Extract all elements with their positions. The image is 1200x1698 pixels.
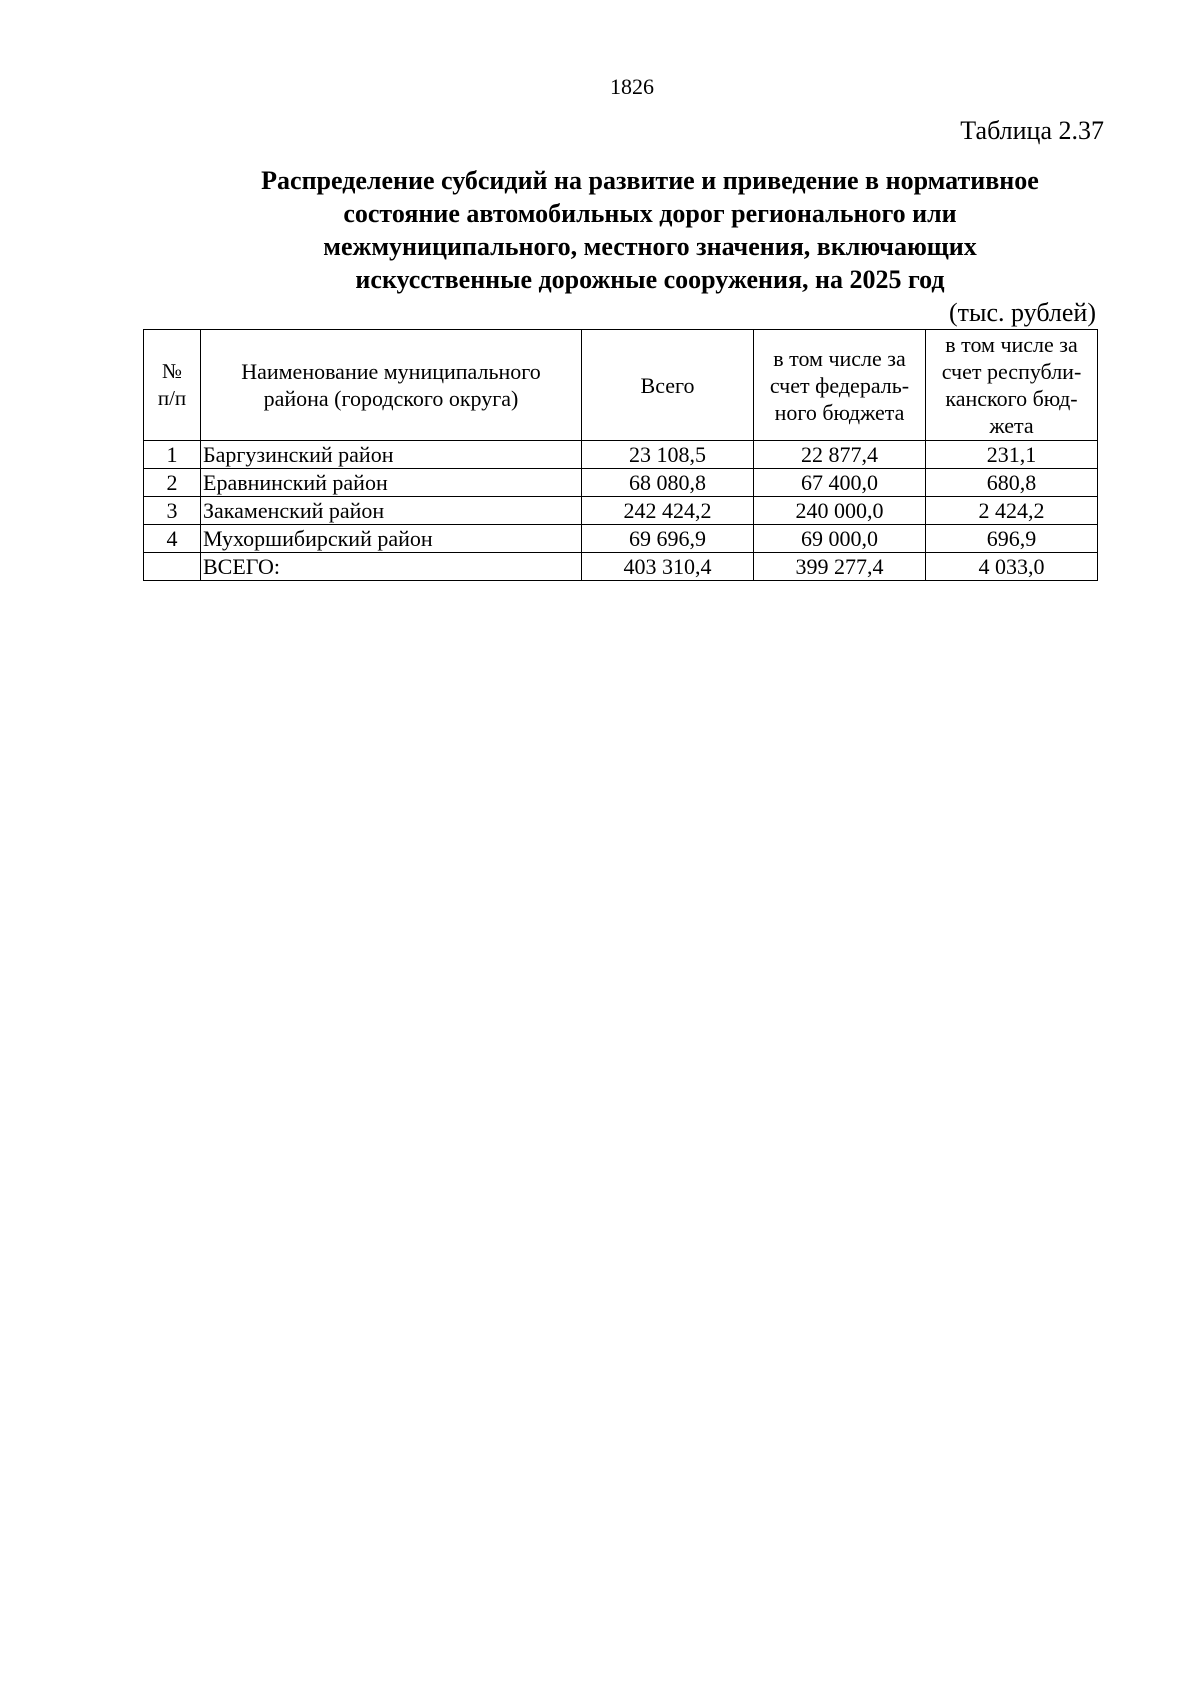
row-number: 3 (144, 497, 201, 525)
header-line: жета (989, 413, 1034, 438)
table-row (144, 525, 1098, 553)
header-total (582, 330, 754, 441)
district-name: Баргузинский район (201, 441, 582, 469)
row-number: 1 (144, 441, 201, 469)
header-line: п/п (157, 386, 187, 410)
republic-value: 231,1 (926, 441, 1098, 469)
header-republic-budget (926, 330, 1098, 441)
header-line: ного бюджета (774, 399, 905, 425)
federal-value: 240 000,0 (754, 497, 926, 525)
total-label: ВСЕГО: (201, 553, 582, 581)
title-line: искусственные дорожные сооружения, на 2025 год (355, 265, 945, 294)
table-row (144, 441, 1098, 469)
title-line: Распределение субсидий на развитие и приведение в нормативное (261, 166, 1039, 195)
row-number: 4 (144, 525, 201, 553)
total-row (144, 553, 1098, 581)
header-line: Наименование муниципального (241, 359, 541, 384)
table-label: Таблица 2.37 (960, 116, 1104, 145)
header-line: в том числе за (945, 332, 1078, 357)
total-value: 242 424,2 (582, 497, 754, 525)
header-federal-budget (754, 330, 926, 441)
header-line: района (городского округа) (263, 386, 519, 411)
republic-value: 2 424,2 (926, 497, 1098, 525)
district-name: Мухоршибирский район (201, 525, 582, 553)
total-value: 23 108,5 (582, 441, 754, 469)
header-line: Всего (640, 372, 695, 398)
table-row (144, 469, 1098, 497)
document-title (200, 164, 1100, 296)
total-value: 69 696,9 (582, 525, 754, 553)
federal-value: 69 000,0 (754, 525, 926, 553)
republic-value: 680,8 (926, 469, 1098, 497)
table-header-row (144, 330, 1098, 441)
header-line: № (161, 359, 183, 383)
header-line: в том числе за (773, 345, 906, 371)
federal-value: 22 877,4 (754, 441, 926, 469)
total-value: 68 080,8 (582, 469, 754, 497)
federal-value: 399 277,4 (754, 553, 926, 581)
page-number: 1826 (610, 74, 654, 99)
units-note: (тыс. рублей) (948, 298, 1096, 327)
header-district-name (201, 330, 582, 441)
header-line: счет федераль- (769, 372, 910, 398)
republic-value: 696,9 (926, 525, 1098, 553)
district-name: Закаменский район (201, 497, 582, 525)
title-line: состояние автомобильных дорог регионального или (343, 199, 957, 228)
header-line: счет республи- (941, 359, 1082, 384)
header-number (144, 330, 201, 441)
total-value: 403 310,4 (582, 553, 754, 581)
row-number (144, 553, 201, 581)
district-name: Еравнинский район (201, 469, 582, 497)
row-number: 2 (144, 469, 201, 497)
subsidy-table (143, 329, 1098, 581)
header-line: канского бюд- (945, 386, 1078, 411)
title-line: межмуниципального, местного значения, включающих (323, 232, 977, 261)
republic-value: 4 033,0 (926, 553, 1098, 581)
federal-value: 67 400,0 (754, 469, 926, 497)
table-row (144, 497, 1098, 525)
